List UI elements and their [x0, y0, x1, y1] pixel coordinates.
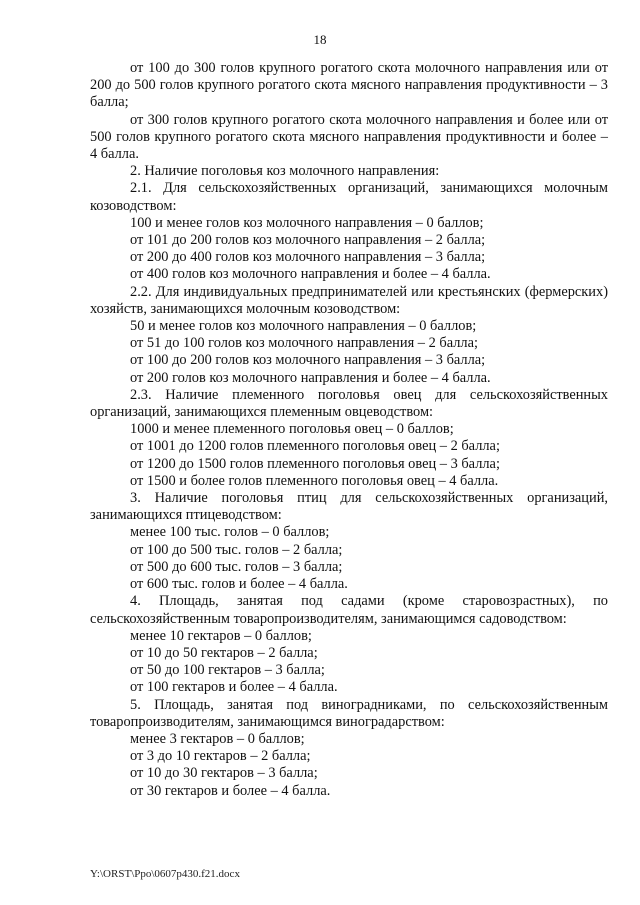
list-item: от 600 тыс. голов и более – 4 балла. [130, 576, 348, 593]
page-number: 18 [313, 32, 327, 47]
list-item: от 1500 и более голов племенного поголовья овец – 4 балла. [130, 472, 499, 489]
list-item: от 200 до 400 голов коз молочного направления – 3 балла; [130, 249, 486, 266]
list-item: 1000 и менее племенного поголовья овец – 0 баллов; [130, 421, 454, 438]
list-item: от 100 гектаров и более – 4 балла. [130, 679, 338, 696]
list-item: 50 и менее голов коз молочного направления – 0 баллов; [130, 318, 477, 335]
list-item: менее 10 гектаров – 0 баллов; [130, 627, 312, 644]
paragraph: 2. Наличие поголовья коз молочного направления: [130, 163, 440, 180]
list-item: от 50 до 100 гектаров – 3 балла; [130, 662, 325, 679]
paragraph: от 300 голов крупного рогатого скота молочного направления и более или от 500 голов крупного рогатого скота мясного направления продуктивности и более – 4 балла. [90, 111, 608, 163]
list-item: менее 3 гектаров – 0 баллов; [130, 730, 305, 747]
paragraph: 2.1. Для сельскохозяйственных организаций, занимающихся молочным козоводством: [90, 180, 608, 214]
list-item: от 10 до 30 гектаров – 3 балла; [130, 765, 318, 782]
list-item: 100 и менее голов коз молочного направления – 0 баллов; [130, 214, 484, 231]
list-item: от 200 голов коз молочного направления и более – 4 балла. [130, 369, 491, 386]
list-item: от 400 голов коз молочного направления и более – 4 балла. [130, 266, 491, 283]
paragraph: 4. Площадь, занятая под садами (кроме старовозрастных), по сельскохозяйственным товаропроизводителям, занимающимся садоводством: [90, 593, 608, 627]
list-item: от 1001 до 1200 голов племенного поголовья овец – 2 балла; [130, 438, 500, 455]
list-item: от 500 до 600 тыс. голов – 3 балла; [130, 558, 343, 575]
paragraph: от 100 до 300 голов крупного рогатого скота молочного направления или от 200 до 500 голов крупного рогатого скота мясного направления продуктивности – 3 балла; [90, 60, 608, 111]
paragraph: 3. Наличие поголовья птиц для сельскохозяйственных организаций, занимающихся птицеводством: [90, 490, 608, 524]
list-item: от 100 до 200 голов коз молочного направления – 3 балла; [130, 352, 486, 369]
list-item: от 51 до 100 голов коз молочного направления – 2 балла; [130, 335, 478, 352]
list-item: от 100 до 500 тыс. голов – 2 балла; [130, 541, 343, 558]
list-item: от 3 до 10 гектаров – 2 балла; [130, 748, 311, 765]
list-item: от 101 до 200 голов коз молочного направления – 2 балла; [130, 232, 486, 249]
paragraph: 5. Площадь, занятая под виноградниками, по сельскохозяйственным товаропроизводителям, занимающимся виноградарством: [90, 696, 608, 730]
document-body [90, 60, 608, 800]
list-item: от 1200 до 1500 голов племенного поголовья овец – 3 балла; [130, 455, 500, 472]
list-item: от 10 до 50 гектаров – 2 балла; [130, 644, 318, 661]
paragraph: 2.2. Для индивидуальных предпринимателей или крестьянских (фермерских) хозяйств, занимающихся молочным козоводством: [90, 283, 608, 317]
list-item: менее 100 тыс. голов – 0 баллов; [130, 524, 330, 541]
paragraph: 2.3. Наличие племенного поголовья овец для сельскохозяйственных организаций, занимающихся племенным овцеводством: [90, 386, 608, 421]
list-item: от 30 гектаров и более – 4 балла. [130, 782, 331, 799]
footer-file-path: Y:\ORST\Ppo\0607p430.f21.docx [90, 868, 240, 880]
